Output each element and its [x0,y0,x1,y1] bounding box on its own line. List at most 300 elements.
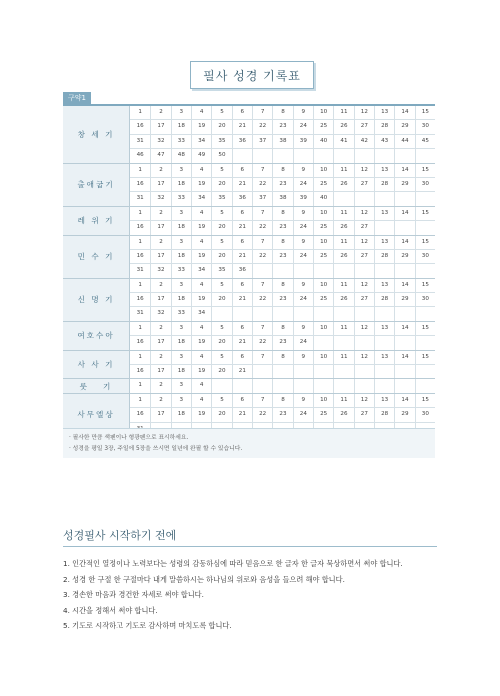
chapter-cell[interactable]: 3 [171,106,191,119]
chapter-cell[interactable]: 5 [211,106,231,119]
chapter-cell[interactable]: 16 [136,123,144,130]
empty-cell [374,221,394,234]
chapter-cell[interactable]: 6 [232,394,252,407]
chapter-cell[interactable]: 29 [394,178,414,191]
chapter-cell[interactable]: 6 [232,164,252,177]
chapter-cell[interactable]: 15 [415,236,435,249]
chapter-cell[interactable]: 18 [171,293,191,306]
chapter-cell[interactable]: 21 [232,293,252,306]
empty-cell [374,379,394,392]
chapter-cell[interactable]: 8 [272,106,292,119]
chapter-cell[interactable]: 1 [138,396,142,403]
chapter-cell[interactable]: 18 [171,336,191,349]
empty-cell [333,264,353,277]
chapter-cell[interactable]: 19 [191,408,211,421]
chapter-cell[interactable]: 3 [171,164,191,177]
chapter-cell[interactable]: 22 [252,250,272,263]
chapter-cell[interactable]: 12 [354,164,374,177]
chapter-cell[interactable]: 13 [374,279,394,292]
chapter-cell[interactable]: 4 [191,279,211,292]
chapter-cell[interactable]: 4 [191,351,211,364]
chapter-cell[interactable]: 3 [171,394,191,407]
chapter-cell[interactable]: 25 [313,178,333,191]
chapter-cell[interactable]: 8 [272,207,292,220]
chapter-cell[interactable]: 1 [138,238,142,245]
chapter-cell[interactable]: 43 [374,135,394,148]
chapter-cell[interactable]: 37 [252,192,272,205]
chapter-cell[interactable]: 11 [333,394,353,407]
chapter-cell[interactable]: 21 [232,221,252,234]
chapter-cell[interactable]: 13 [374,351,394,364]
chapter-cell[interactable]: 24 [293,120,313,133]
chapter-cell[interactable]: 39 [293,192,313,205]
chapter-cell[interactable]: 29 [394,250,414,263]
chapter-cell[interactable]: 21 [232,408,252,421]
chapter-cell[interactable]: 9 [293,394,313,407]
chapter-cell[interactable]: 6 [232,322,252,335]
chapter-cell[interactable]: 7 [252,351,272,364]
chapter-cell[interactable]: 3 [171,236,191,249]
chapter-cell[interactable]: 34 [191,307,211,320]
intro-heading: 성경필사 시작하기 전에 [63,529,177,542]
chapter-cell[interactable]: 31 [136,195,144,202]
book-name: 신 명 기 [63,279,130,321]
chapter-cell[interactable]: 44 [394,135,414,148]
chapter-cell[interactable]: 27 [354,293,374,306]
chapter-cell[interactable]: 8 [272,279,292,292]
chapter-cell[interactable]: 14 [394,236,414,249]
chapter-cell[interactable]: 36 [232,135,252,148]
chapter-cell[interactable]: 4 [191,164,211,177]
chapter-cell[interactable]: 38 [272,192,292,205]
chapter-cell[interactable]: 25 [313,408,333,421]
chapter-cell[interactable]: 3 [171,379,191,392]
chapter-cell[interactable]: 23 [272,293,292,306]
chapter-cell[interactable]: 18 [171,408,191,421]
chapter-cell[interactable]: 17 [150,408,170,421]
chapter-cell[interactable]: 9 [293,351,313,364]
note: · 성경을 평일 3장, 주일에 5장을 쓰시면 일년에 완필 할 수 있습니다. [69,446,243,452]
chapter-cell[interactable]: 12 [354,394,374,407]
chapter-cell[interactable]: 10 [313,351,333,364]
chapter-cell[interactable]: 23 [272,178,292,191]
chapter-cell[interactable]: 45 [415,135,435,148]
chapter-cell[interactable]: 20 [211,250,231,263]
chapter-cell[interactable]: 7 [252,106,272,119]
chapter-cell[interactable]: 22 [252,221,272,234]
chapter-cell[interactable]: 16 [136,339,144,346]
chapter-cell[interactable]: 33 [171,264,191,277]
chapter-cell[interactable]: 27 [354,221,374,234]
chapter-cell[interactable]: 35 [211,264,231,277]
chapter-cell[interactable]: 34 [191,264,211,277]
chapter-cell[interactable]: 34 [191,135,211,148]
chapter-cell[interactable]: 19 [191,336,211,349]
book-block [63,279,435,322]
chapter-cell[interactable]: 1 [138,209,142,216]
book-name: 여호수아 [63,322,130,350]
chapter-cell[interactable]: 8 [272,322,292,335]
chapter-cell[interactable]: 13 [374,106,394,119]
chapter-cell[interactable]: 14 [394,322,414,335]
empty-cell [415,379,435,392]
chapter-cell[interactable]: 21 [232,120,252,133]
chapter-cell[interactable]: 32 [150,192,170,205]
chapter-cell[interactable]: 4 [191,207,211,220]
chapter-cell[interactable]: 11 [333,279,353,292]
book-block [63,236,435,279]
chapter-cell[interactable]: 2 [150,351,170,364]
chapter-cell[interactable]: 50 [211,149,231,162]
chapter-cell[interactable]: 1 [138,324,142,331]
chapter-cell[interactable]: 11 [333,322,353,335]
chapter-cell[interactable]: 2 [150,322,170,335]
chapter-cell[interactable]: 10 [313,106,333,119]
chapter-cell[interactable]: 19 [191,221,211,234]
chapter-cell[interactable]: 13 [374,322,394,335]
page-title: 필사 성경 기록표 [190,61,314,89]
chapter-cell[interactable]: 1 [138,353,142,360]
chapter-cell[interactable]: 22 [252,408,272,421]
chapter-cell[interactable]: 42 [354,135,374,148]
chapter-cell[interactable]: 11 [333,164,353,177]
chapter-cell[interactable]: 27 [354,178,374,191]
chapter-cell[interactable]: 47 [150,149,170,162]
chapter-cell[interactable]: 5 [211,351,231,364]
chapter-cell[interactable]: 6 [232,236,252,249]
chapter-cell[interactable]: 28 [374,120,394,133]
chapter-cell[interactable]: 23 [272,250,292,263]
chapter-cell[interactable]: 24 [293,336,313,349]
chapter-cell[interactable]: 4 [191,394,211,407]
empty-cell [415,307,435,320]
chapter-cell[interactable]: 1 [138,166,142,173]
chapter-cell[interactable]: 22 [252,336,272,349]
chapter-cell[interactable]: 25 [313,120,333,133]
chapter-cell[interactable]: 8 [272,236,292,249]
chapter-cell[interactable]: 16 [136,180,144,187]
chapter-cell[interactable]: 24 [293,293,313,306]
book-name: 사무엘상 [63,394,130,436]
chapter-cell[interactable]: 19 [191,365,211,378]
chapter-cell[interactable]: 19 [191,178,211,191]
chapter-cell[interactable]: 34 [191,192,211,205]
chapter-cell[interactable]: 30 [415,250,435,263]
chapter-cell[interactable]: 15 [415,279,435,292]
empty-cell [415,192,435,205]
chapter-cell[interactable]: 1 [138,109,142,115]
chapter-cell[interactable]: 21 [232,365,252,378]
chapter-cell[interactable]: 3 [171,351,191,364]
chapter-cell[interactable]: 13 [374,236,394,249]
chapter-cell[interactable]: 2 [150,279,170,292]
chapter-cell[interactable]: 19 [191,293,211,306]
chapter-cell[interactable]: 17 [150,365,170,378]
chapter-cell[interactable]: 24 [293,250,313,263]
chapter-cell[interactable]: 46 [136,152,144,159]
chapter-cell[interactable]: 10 [313,279,333,292]
chapter-cell[interactable]: 23 [272,408,292,421]
chapter-cell[interactable]: 20 [211,293,231,306]
chapter-cell[interactable]: 23 [272,120,292,133]
chapter-cell[interactable]: 9 [293,207,313,220]
empty-cell [333,149,353,162]
chapter-cell[interactable]: 10 [313,207,333,220]
chapter-cell[interactable]: 38 [272,135,292,148]
chapter-cell[interactable]: 40 [313,192,333,205]
chapter-cell[interactable]: 10 [313,236,333,249]
empty-cell [333,307,353,320]
chapter-cell[interactable]: 8 [272,394,292,407]
chapter-row [130,177,435,191]
chapter-cell[interactable]: 18 [171,178,191,191]
chapter-cell[interactable]: 31 [136,137,144,144]
chapter-cell[interactable]: 3 [171,207,191,220]
chapter-cell[interactable]: 26 [333,221,353,234]
chapter-cell[interactable]: 20 [211,336,231,349]
chapter-cell[interactable]: 7 [252,236,272,249]
chapter-cell[interactable]: 9 [293,279,313,292]
chapter-cell[interactable]: 28 [374,408,394,421]
chapter-cell[interactable]: 7 [252,279,272,292]
chapter-cell[interactable]: 14 [394,164,414,177]
chapter-cell[interactable]: 32 [150,135,170,148]
chapter-cell[interactable]: 2 [150,394,170,407]
chapter-cell[interactable]: 26 [333,250,353,263]
chapter-cell[interactable]: 26 [333,408,353,421]
chapter-cell[interactable]: 2 [150,164,170,177]
chapter-cell[interactable]: 14 [394,106,414,119]
chapter-cell[interactable]: 2 [150,207,170,220]
chapter-cell[interactable]: 30 [415,120,435,133]
empty-cell [272,307,292,320]
chapter-cell[interactable]: 28 [374,293,394,306]
chapter-cell[interactable]: 36 [232,264,252,277]
chapter-cell[interactable]: 4 [191,379,211,392]
chapter-cell[interactable]: 14 [394,207,414,220]
chapter-cell[interactable]: 26 [333,178,353,191]
empty-cell [374,307,394,320]
chapter-cell[interactable]: 4 [191,236,211,249]
chapter-cell[interactable]: 23 [272,221,292,234]
chapter-cell[interactable]: 37 [252,135,272,148]
chapter-cell[interactable]: 5 [211,164,231,177]
chapter-cell[interactable]: 13 [374,207,394,220]
chapter-cell[interactable]: 12 [354,351,374,364]
chapter-cell[interactable]: 21 [232,250,252,263]
chapter-cell[interactable]: 19 [191,250,211,263]
chapter-cell[interactable]: 33 [171,192,191,205]
chapter-cell[interactable]: 8 [272,351,292,364]
chapter-cell[interactable]: 12 [354,207,374,220]
chapter-cell[interactable]: 29 [394,293,414,306]
chapter-cell[interactable]: 31 [136,267,144,274]
chapter-cell[interactable]: 16 [136,411,144,418]
chapter-cell[interactable]: 40 [313,135,333,148]
chapter-cell[interactable]: 3 [171,322,191,335]
chapter-cell[interactable]: 6 [232,279,252,292]
chapter-cell[interactable]: 11 [333,106,353,119]
empty-cell [252,149,272,162]
chapter-cell[interactable]: 7 [252,394,272,407]
chapter-cell[interactable]: 9 [293,236,313,249]
chapter-cell[interactable]: 12 [354,279,374,292]
chapter-cell[interactable]: 31 [136,310,144,317]
chapter-cell[interactable]: 12 [354,322,374,335]
empty-cell [293,379,313,392]
chapter-cell[interactable]: 15 [415,207,435,220]
chapter-cell[interactable]: 17 [150,178,170,191]
chapter-cell[interactable]: 25 [313,250,333,263]
chapter-cell[interactable]: 4 [191,322,211,335]
chapter-cell[interactable]: 18 [171,250,191,263]
chapter-cell[interactable]: 6 [232,207,252,220]
chapter-cell[interactable]: 17 [150,336,170,349]
chapter-cell[interactable]: 35 [211,192,231,205]
empty-cell [252,379,272,392]
chapter-cell[interactable]: 2 [150,236,170,249]
chapter-cell[interactable]: 24 [293,221,313,234]
chapter-cell[interactable]: 4 [191,106,211,119]
chapter-cell[interactable]: 16 [136,252,144,259]
chapter-cell[interactable]: 28 [374,250,394,263]
chapter-cell[interactable]: 27 [354,408,374,421]
chapter-cell[interactable]: 9 [293,322,313,335]
chapter-cell[interactable]: 12 [354,106,374,119]
chapter-cell[interactable]: 20 [211,120,231,133]
chapter-cell[interactable]: 15 [415,164,435,177]
chapter-cell[interactable]: 17 [150,250,170,263]
chapter-cell[interactable]: 49 [191,149,211,162]
chapter-row [130,292,435,306]
chapter-cell[interactable]: 32 [150,264,170,277]
chapter-cell[interactable]: 26 [333,120,353,133]
chapter-cell[interactable]: 39 [293,135,313,148]
chapter-cell[interactable]: 9 [293,106,313,119]
chapter-row [130,407,435,421]
chapter-cell[interactable]: 13 [374,394,394,407]
chapter-cell[interactable]: 5 [211,236,231,249]
chapter-cell[interactable]: 16 [136,368,144,375]
chapter-cell[interactable]: 26 [333,293,353,306]
chapter-cell[interactable]: 2 [150,106,170,119]
chapter-cell[interactable]: 23 [272,336,292,349]
chapter-cell[interactable]: 18 [171,221,191,234]
chapter-cell[interactable]: 35 [211,135,231,148]
chapter-cell[interactable]: 28 [374,178,394,191]
chapter-cell[interactable]: 22 [252,120,272,133]
empty-cell [374,149,394,162]
chapter-cell[interactable]: 20 [211,221,231,234]
empty-cell [354,307,374,320]
chapter-cell[interactable]: 15 [415,351,435,364]
chapter-cell[interactable]: 16 [136,224,144,231]
section-tag: 구약1 [63,92,91,104]
chapter-cell[interactable]: 36 [232,192,252,205]
chapter-cell[interactable]: 30 [415,178,435,191]
empty-cell [313,149,333,162]
chapter-cell[interactable]: 29 [394,120,414,133]
chapter-cell[interactable]: 18 [171,365,191,378]
chapter-cell[interactable]: 7 [252,164,272,177]
chapter-cell[interactable]: 7 [252,322,272,335]
chapter-cell[interactable]: 22 [252,178,272,191]
chapter-cell[interactable]: 11 [333,351,353,364]
chapter-cell[interactable]: 33 [171,135,191,148]
chapter-cell[interactable]: 21 [232,178,252,191]
chapter-cell[interactable]: 10 [313,164,333,177]
chapter-cell[interactable]: 20 [211,365,231,378]
chapter-cell[interactable]: 20 [211,178,231,191]
empty-cell [374,192,394,205]
chapter-cell[interactable]: 27 [354,120,374,133]
chapter-cell[interactable]: 30 [415,293,435,306]
chapter-cell[interactable]: 20 [211,408,231,421]
chapter-cell[interactable]: 10 [313,322,333,335]
chapter-cell[interactable]: 22 [252,293,272,306]
chapter-cell[interactable]: 25 [313,221,333,234]
chapter-cell[interactable]: 24 [293,408,313,421]
chapter-cell[interactable]: 12 [354,236,374,249]
chapter-cell[interactable]: 2 [150,379,170,392]
chapter-cell[interactable]: 32 [150,307,170,320]
chapter-cell[interactable]: 9 [293,164,313,177]
chapter-cell[interactable]: 7 [252,207,272,220]
empty-cell [232,149,252,162]
chapter-cell[interactable]: 15 [415,394,435,407]
chapter-cell[interactable]: 11 [333,236,353,249]
chapter-cell[interactable]: 6 [232,106,252,119]
chapter-cell[interactable]: 14 [394,351,414,364]
chapter-cell[interactable]: 1 [138,281,142,288]
chapter-cell[interactable]: 5 [211,394,231,407]
empty-cell [313,264,333,277]
chapter-cell[interactable]: 14 [394,394,414,407]
chapter-cell[interactable]: 17 [150,221,170,234]
chapter-cell[interactable]: 24 [293,178,313,191]
chapter-cell[interactable]: 5 [211,207,231,220]
chapter-cell[interactable]: 5 [211,322,231,335]
chapter-cell[interactable]: 27 [354,250,374,263]
chapter-cell[interactable]: 3 [171,279,191,292]
empty-cell [313,336,333,349]
chapter-cell[interactable]: 16 [136,296,144,303]
chapter-cell[interactable]: 15 [415,322,435,335]
chapter-cell[interactable]: 48 [171,149,191,162]
chapter-cell[interactable]: 6 [232,351,252,364]
chapter-cell[interactable]: 14 [394,279,414,292]
chapter-cell[interactable]: 15 [415,106,435,119]
chapter-cell[interactable]: 17 [150,120,170,133]
chapter-cell[interactable]: 19 [191,120,211,133]
chapter-cell[interactable]: 5 [211,279,231,292]
chapter-cell[interactable]: 11 [333,207,353,220]
chapter-cell[interactable]: 21 [232,336,252,349]
chapter-cell[interactable]: 25 [313,293,333,306]
chapter-cell[interactable]: 10 [313,394,333,407]
empty-cell [415,336,435,349]
chapter-cell[interactable]: 18 [171,120,191,133]
chapter-cell[interactable]: 41 [333,135,353,148]
chapter-cell[interactable]: 8 [272,164,292,177]
chapter-cell[interactable]: 29 [394,408,414,421]
empty-cell [394,365,414,378]
chapter-cell[interactable]: 30 [415,408,435,421]
chapter-cell[interactable]: 1 [138,382,142,389]
chapter-cell[interactable]: 13 [374,164,394,177]
chapter-cell[interactable]: 33 [171,307,191,320]
chapter-cell[interactable]: 17 [150,293,170,306]
